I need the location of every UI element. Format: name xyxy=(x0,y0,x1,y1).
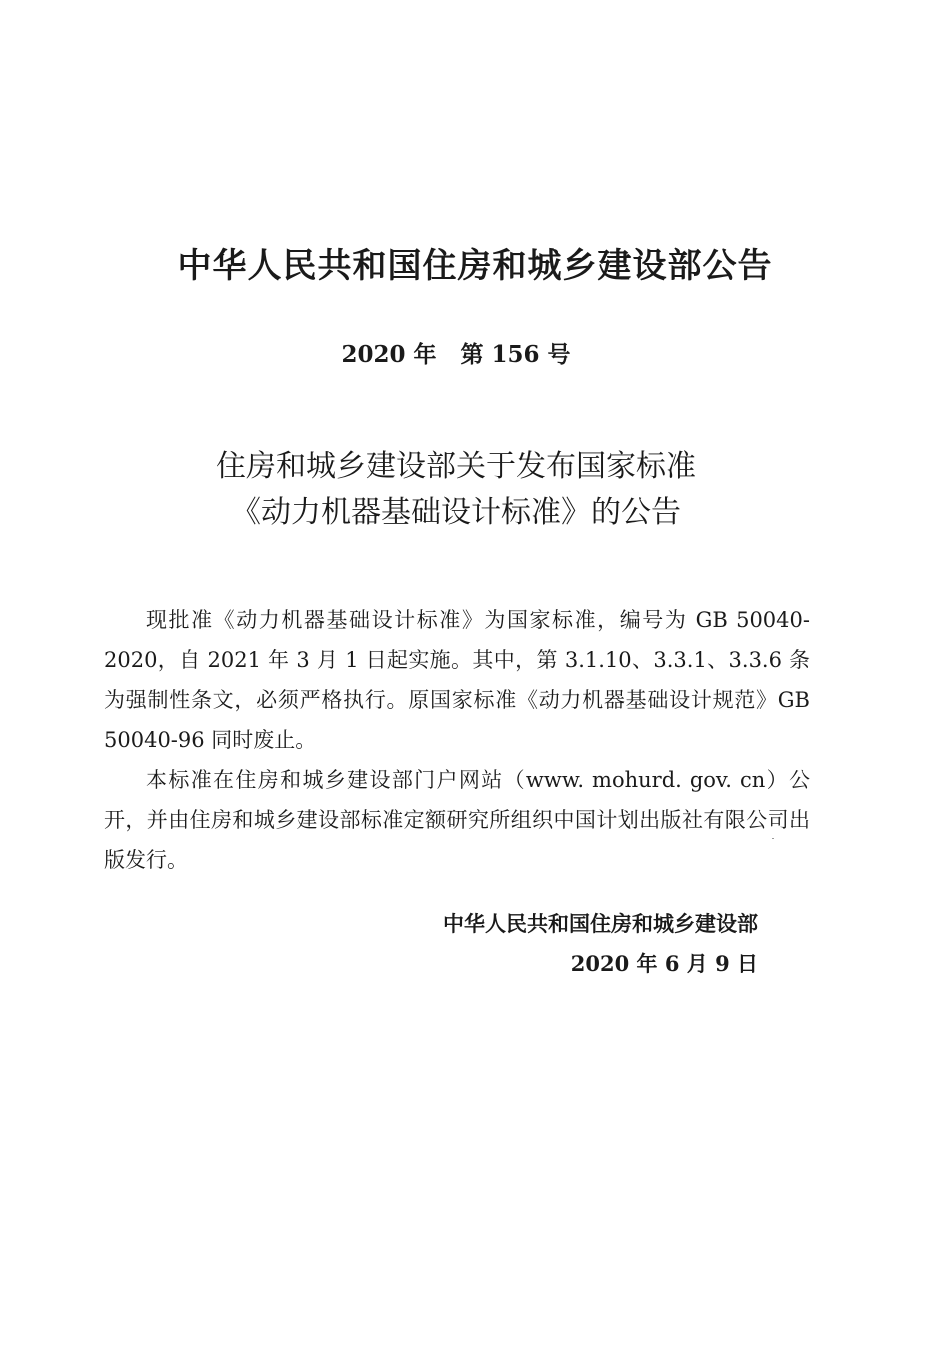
notice-body xyxy=(104,600,810,880)
notice-title xyxy=(0,444,912,536)
scan-speck xyxy=(772,838,774,839)
signing-date: 2020 年 6 月 9 日 xyxy=(570,951,758,976)
body-paragraph-1: 现批准《动力机器基础设计标准》为国家标准，编号为 GB 50040-2020，自 2021 年 3 月 1 日起实施。其中，第 3.1.10、3.3.1、3.3.6 条为强制性条文，必须严格执行。原国家标准《动力机器基础设计规范》GB 50040-96 同时废止。 xyxy=(104,608,810,752)
signing-organization: 中华人民共和国住房和城乡建设部 xyxy=(443,912,758,936)
issue-number: 2020 年 第 156 号 xyxy=(341,341,571,368)
body-paragraph-2: 本标准在住房和城乡建设部门户网站（www. mohurd. gov. cn）公开，并由住房和城乡建设部标准定额研究所组织中国计划出版社有限公司出版发行。 xyxy=(104,768,810,872)
notice-title-line-2: 《动力机器基础设计标准》的公告 xyxy=(231,495,681,530)
signature-block xyxy=(443,904,758,984)
notice-title-line-1: 住房和城乡建设部关于发布国家标准 xyxy=(216,449,696,484)
announcement-header-title: 中华人民共和国住房和城乡建设部公告 xyxy=(177,246,773,286)
